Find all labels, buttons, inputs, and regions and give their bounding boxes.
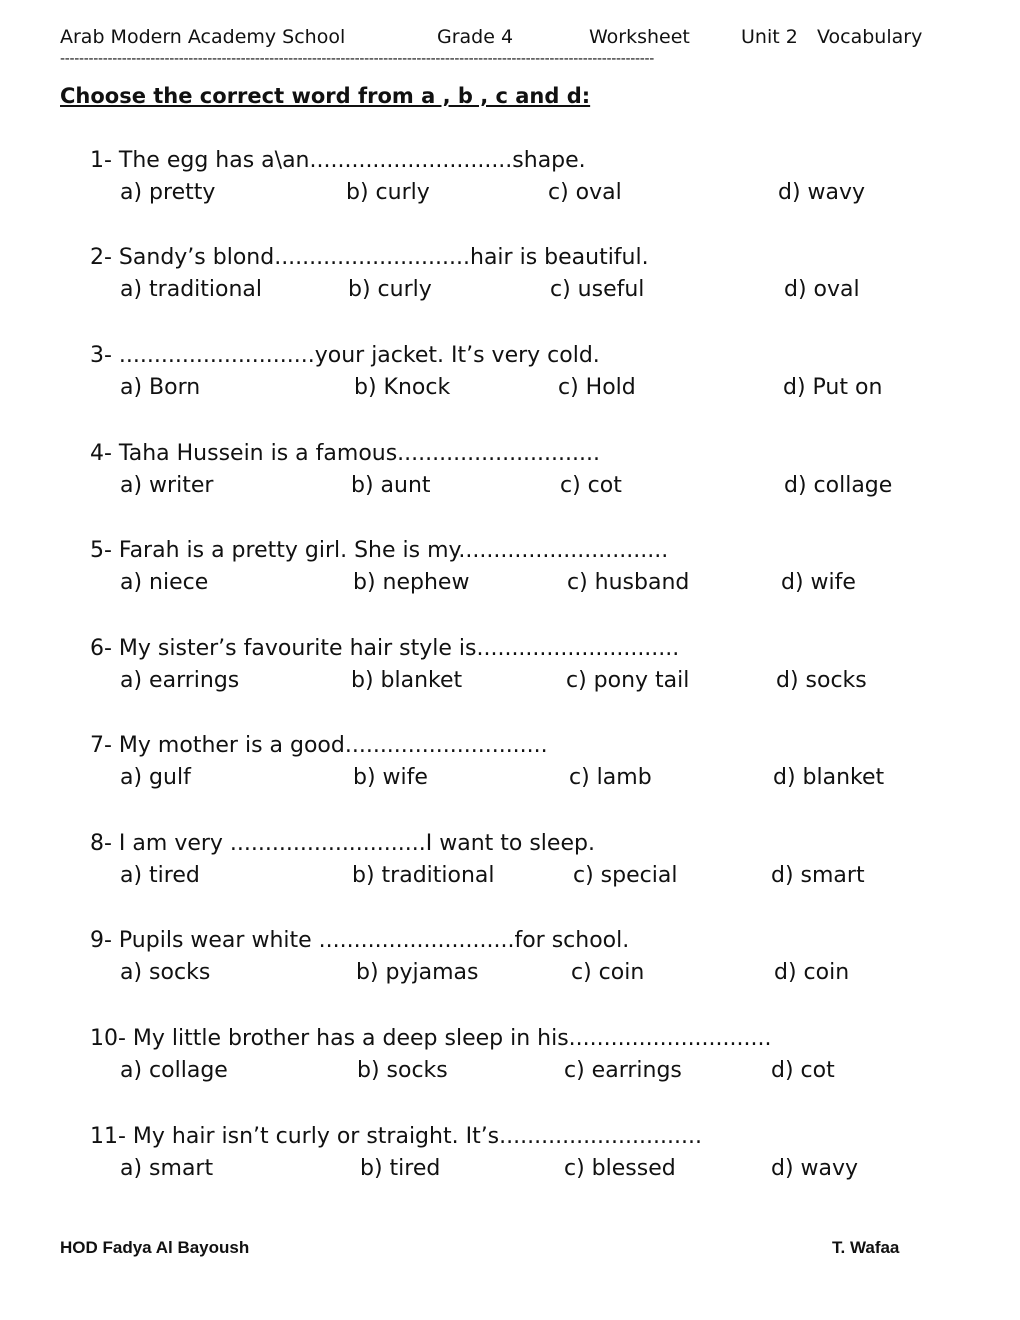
option-d[interactable]: d) socks xyxy=(776,668,867,693)
option-a[interactable]: a) Born xyxy=(120,375,201,400)
unit-label: Unit 2 xyxy=(741,26,798,48)
option-c[interactable]: c) special xyxy=(573,863,678,888)
question-text: 8- I am very ............................I want to sleep. xyxy=(90,831,595,856)
option-d[interactable]: d) Put on xyxy=(783,375,883,400)
question-text: 9- Pupils wear white ............................for school. xyxy=(90,928,630,953)
question-text: 11- My hair isn’t curly or straight. It’s............................. xyxy=(90,1124,702,1149)
option-d[interactable]: d) smart xyxy=(771,863,865,888)
option-b[interactable]: b) aunt xyxy=(351,473,431,498)
question-2 xyxy=(90,245,950,315)
question-11 xyxy=(90,1124,950,1194)
question-text: 3- ............................your jacket. It’s very cold. xyxy=(90,343,600,368)
question-5 xyxy=(90,538,950,608)
option-c[interactable]: c) lamb xyxy=(569,765,652,790)
option-a[interactable]: a) earrings xyxy=(120,668,240,693)
option-a[interactable]: a) niece xyxy=(120,570,209,595)
option-b[interactable]: b) curly xyxy=(346,180,430,205)
option-a[interactable]: a) tired xyxy=(120,863,200,888)
option-b[interactable]: b) tired xyxy=(360,1156,441,1181)
question-3 xyxy=(90,343,950,413)
question-7 xyxy=(90,733,950,803)
question-text: 1- The egg has a\an.............................shape. xyxy=(90,148,586,173)
option-a[interactable]: a) traditional xyxy=(120,277,263,302)
question-10 xyxy=(90,1026,950,1096)
option-b[interactable]: b) wife xyxy=(353,765,428,790)
option-d[interactable]: d) blanket xyxy=(773,765,885,790)
worksheet-header xyxy=(60,26,940,54)
option-d[interactable]: d) coin xyxy=(774,960,850,985)
option-c[interactable]: c) earrings xyxy=(564,1058,682,1083)
topic-label: Vocabulary xyxy=(817,26,923,48)
option-d[interactable]: d) wavy xyxy=(778,180,866,205)
option-a[interactable]: a) gulf xyxy=(120,765,191,790)
question-text: 4- Taha Hussein is a famous............................. xyxy=(90,441,600,466)
question-1 xyxy=(90,148,950,218)
option-a[interactable]: a) smart xyxy=(120,1156,214,1181)
option-c[interactable]: c) coin xyxy=(571,960,645,985)
option-b[interactable]: b) pyjamas xyxy=(356,960,479,985)
option-c[interactable]: c) oval xyxy=(548,180,622,205)
question-text: 10- My little brother has a deep sleep in his............................. xyxy=(90,1026,772,1051)
option-d[interactable]: d) cot xyxy=(771,1058,835,1083)
option-c[interactable]: c) blessed xyxy=(564,1156,676,1181)
option-a[interactable]: a) writer xyxy=(120,473,214,498)
school-name: Arab Modern Academy School xyxy=(60,26,346,48)
header-separator: ----------------------------------------------------------------------------------------------------------------------------- xyxy=(60,52,654,66)
option-a[interactable]: a) socks xyxy=(120,960,211,985)
instruction-heading: Choose the correct word from a , b , c and d: xyxy=(60,84,591,108)
option-b[interactable]: b) Knock xyxy=(354,375,451,400)
question-6 xyxy=(90,636,950,706)
question-8 xyxy=(90,831,950,901)
option-c[interactable]: c) Hold xyxy=(558,375,636,400)
option-c[interactable]: c) cot xyxy=(560,473,622,498)
option-a[interactable]: a) pretty xyxy=(120,180,216,205)
option-b[interactable]: b) curly xyxy=(348,277,432,302)
option-d[interactable]: d) wife xyxy=(781,570,856,595)
option-d[interactable]: d) collage xyxy=(784,473,893,498)
question-4 xyxy=(90,441,950,511)
option-d[interactable]: d) wavy xyxy=(771,1156,859,1181)
option-c[interactable]: c) husband xyxy=(567,570,690,595)
option-c[interactable]: c) useful xyxy=(550,277,645,302)
option-a[interactable]: a) collage xyxy=(120,1058,228,1083)
question-text: 5- Farah is a pretty girl. She is my.............................. xyxy=(90,538,669,563)
question-text: 7- My mother is a good............................. xyxy=(90,733,548,758)
grade-label: Grade 4 xyxy=(437,26,514,48)
question-9 xyxy=(90,928,950,998)
teacher-signature: T. Wafaa xyxy=(832,1238,900,1257)
option-b[interactable]: b) traditional xyxy=(352,863,495,888)
option-b[interactable]: b) blanket xyxy=(351,668,463,693)
option-b[interactable]: b) socks xyxy=(357,1058,448,1083)
option-c[interactable]: c) pony tail xyxy=(566,668,690,693)
option-b[interactable]: b) nephew xyxy=(353,570,470,595)
option-d[interactable]: d) oval xyxy=(784,277,860,302)
question-text: 2- Sandy’s blond............................hair is beautiful. xyxy=(90,245,649,270)
hod-signature: HOD Fadya Al Bayoush xyxy=(60,1238,250,1257)
question-text: 6- My sister’s favourite hair style is............................. xyxy=(90,636,680,661)
worksheet-label: Worksheet xyxy=(589,26,690,48)
